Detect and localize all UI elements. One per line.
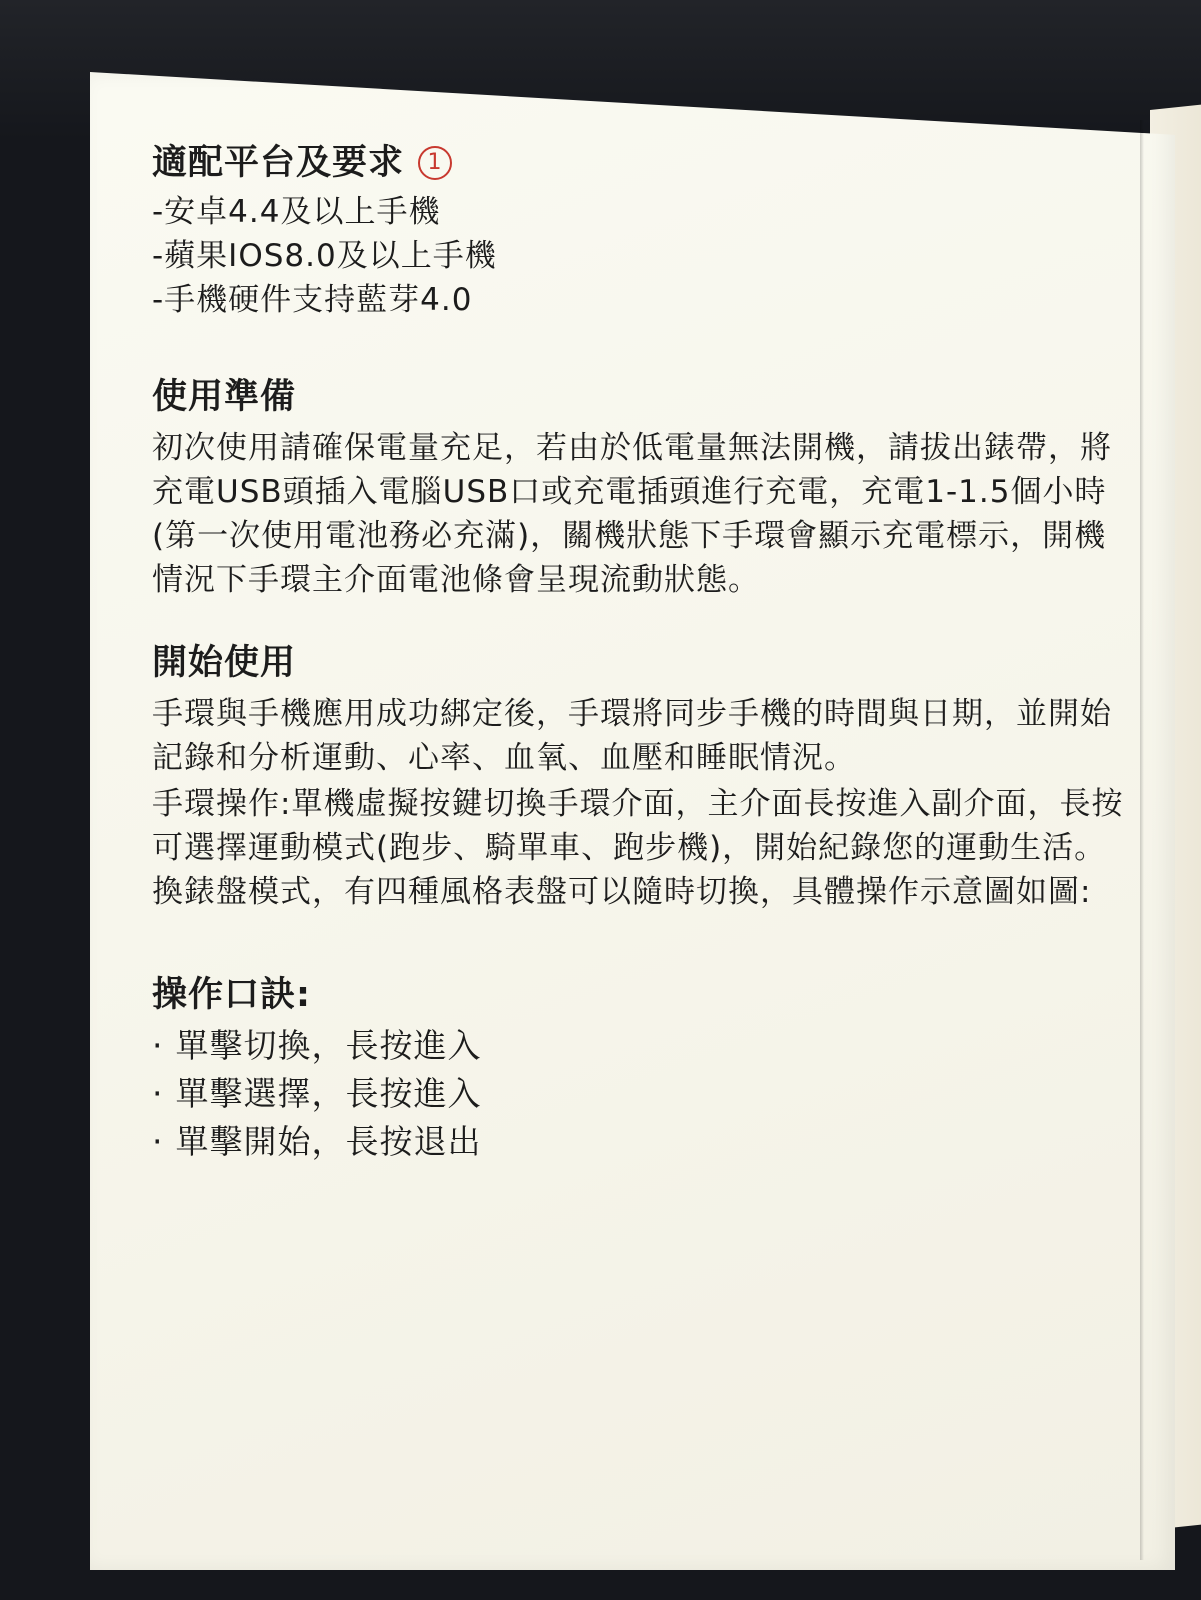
start-paragraph: 手環與手機應用成功綁定後，手環將同步手機的時間與日期，並開始記錄和分析運動、心率、血氧、血壓和睡眠情況。 bbox=[152, 696, 1112, 776]
mnemonic-section bbox=[152, 972, 1137, 1166]
mnemonic-item bbox=[152, 1022, 1137, 1070]
bullet: · bbox=[152, 1074, 164, 1113]
bullet: · bbox=[152, 1026, 164, 1065]
mnemonic-item bbox=[152, 1118, 1137, 1166]
platform-heading bbox=[152, 140, 1137, 186]
platform-heading-text: 適配平台及要求 bbox=[152, 143, 405, 183]
prep-section bbox=[152, 374, 1137, 602]
mnemonic-title: 操作口訣: bbox=[152, 975, 311, 1015]
mnemonic-list bbox=[152, 1022, 1137, 1166]
mnemonic-text: 單擊選擇，長按進入 bbox=[175, 1074, 482, 1113]
bullet: · bbox=[152, 1122, 164, 1161]
circled-number-badge: 1 bbox=[418, 146, 452, 180]
requirement-list bbox=[152, 190, 1137, 322]
platform-section bbox=[152, 140, 1137, 322]
requirement-item: -蘋果IOS8.0及以上手機 bbox=[152, 238, 497, 274]
requirement-item: -安卓4.4及以上手機 bbox=[152, 194, 441, 230]
requirement-item: -手機硬件支持藍芽4.0 bbox=[152, 282, 473, 318]
manual-content bbox=[152, 140, 1137, 1166]
mnemonic-text: 單擊切換，長按進入 bbox=[175, 1026, 482, 1065]
start-section bbox=[152, 640, 1137, 914]
mnemonic-text: 單擊開始，長按退出 bbox=[175, 1122, 482, 1161]
mnemonic-item bbox=[152, 1070, 1137, 1118]
page-fold-shadow bbox=[1140, 120, 1144, 1560]
operation-paragraph: 手環操作:單機虛擬按鍵切換手環介面，主介面長按進入副介面，長按可選擇運動模式(跑步、騎單車、跑步機)，開始紀錄您的運動生活。換錶盤模式，有四種風格表盤可以隨時切換，具體操作示意圖如圖: bbox=[152, 786, 1124, 910]
start-heading: 開始使用 bbox=[152, 643, 297, 683]
prep-heading: 使用準備 bbox=[152, 377, 297, 417]
prep-paragraph: 初次使用請確保電量充足，若由於低電量無法開機，請拔出錶帶，將充電USB頭插入電腦USB口或充電插頭進行充電，充電1-1.5個小時(第一次使用電池務必充滿)，關機狀態下手環會顯示充電標示，開機情況下手環主介面電池條會呈現流動狀態。 bbox=[152, 430, 1112, 598]
